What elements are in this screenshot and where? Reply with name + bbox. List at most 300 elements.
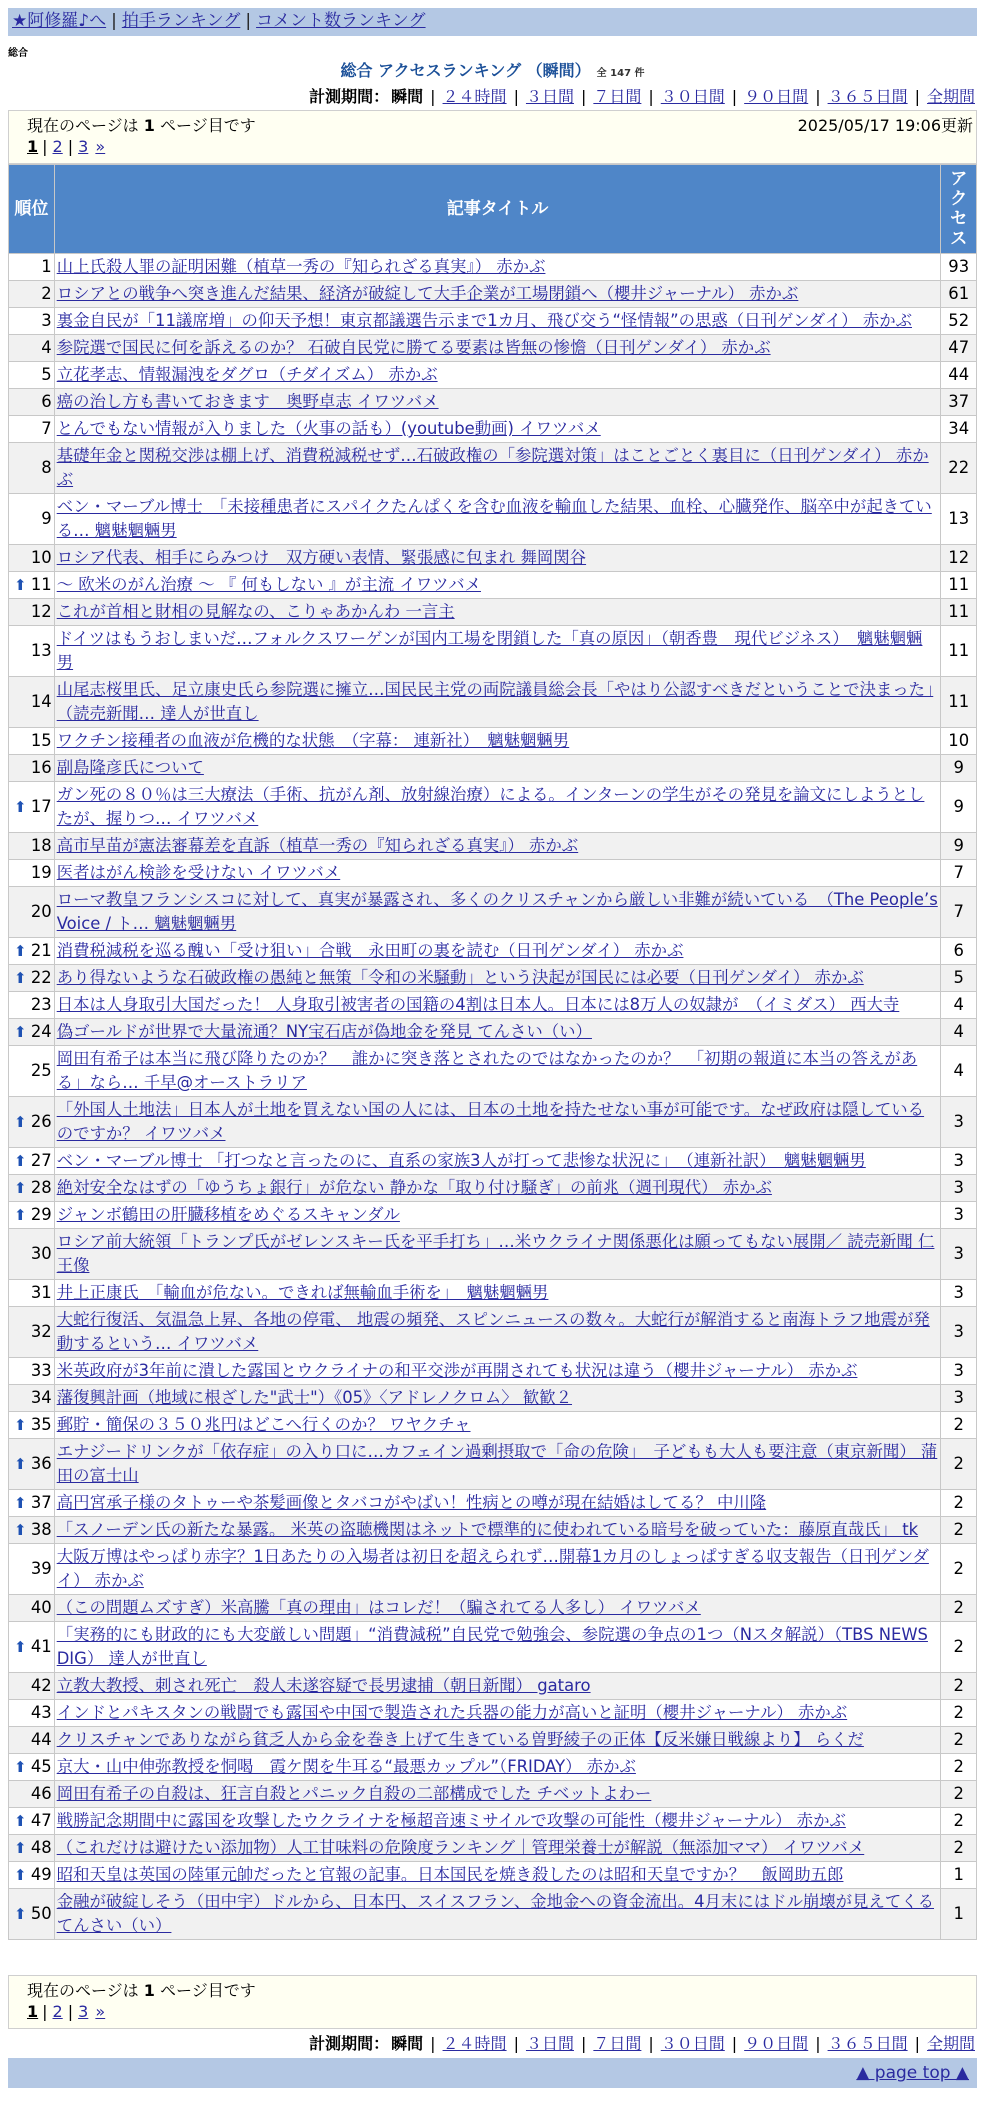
rank-cell: [9, 1517, 54, 1543]
rank-number: 15: [30, 731, 52, 750]
access-count: 2: [941, 1754, 976, 1780]
rank-cell: [9, 335, 54, 361]
access-count: 4: [941, 992, 976, 1018]
title-cell: [55, 1808, 941, 1834]
page-message: 現在のページは 1 ページ目です: [27, 116, 256, 135]
article-link[interactable]: 癌の治し方も書いておきます 奥野卓志 イワツバメ: [56, 392, 439, 411]
table-row: [9, 938, 976, 964]
title-cell: [55, 416, 941, 442]
title-cell: [55, 545, 941, 571]
table-row: [9, 281, 976, 307]
category-label: 総合: [8, 48, 28, 59]
period-separator: |: [815, 2034, 821, 2053]
period-separator: |: [914, 2034, 920, 2053]
table-row: [9, 1307, 976, 1357]
rank-cell: [9, 1385, 54, 1411]
rank-up-arrow-icon: ⬆: [14, 1113, 27, 1131]
page-current: 1: [27, 137, 39, 156]
rank-cell: [9, 362, 54, 388]
table-row: [9, 1490, 976, 1516]
article-link[interactable]: 井上正康氏 「輸血が危ない。できれば無輸血手術を」 魑魅魍魎男: [56, 1283, 549, 1302]
rank-cell: [9, 254, 54, 280]
title-cell: [55, 965, 941, 991]
rank-number: 30: [30, 1244, 52, 1263]
access-count: 2: [941, 1490, 976, 1516]
access-count: 10: [941, 728, 976, 754]
article-link[interactable]: ワクチン接種者の血液が危機的な状態 （字幕： 連新社） 魑魅魍魎男: [56, 731, 570, 750]
article-link[interactable]: 京大・山中伸弥教授を恫喝 霞ケ関を牛耳る“最悪カップル”（FRIDAY） 赤かぶ: [56, 1757, 636, 1776]
article-link[interactable]: 昭和天皇は英国の陸軍元帥だったと官報の記事。日本国民を焼き殺したのは昭和天皇ですか？ 飯岡助五郎: [56, 1865, 844, 1884]
table-row: [9, 335, 976, 361]
title-cell: [55, 572, 941, 598]
rank-number: 43: [30, 1703, 52, 1722]
article-link[interactable]: （これだけは避けたい添加物）人工甘味料の危険度ランキング｜管理栄養士が解説（無添加ママ） イワツバメ: [56, 1838, 865, 1857]
table-row: [9, 1175, 976, 1201]
rank-cell: [9, 599, 54, 625]
table-row: [9, 860, 976, 886]
period-link[interactable]: ３６５日間: [827, 87, 908, 106]
article-link[interactable]: 偽ゴールドが世界で大量流通？NY宝石店が偽地金を発見 てんさい（い）: [56, 1022, 592, 1041]
period-link[interactable]: ３０日間: [660, 87, 725, 106]
period-current: 瞬間: [391, 2034, 424, 2053]
table-row: [9, 1439, 976, 1489]
article-link[interactable]: 大阪万博はやっぱり赤字？1日あたりの入場者は初日を超えられず…開幕1カ月のしょっぱすぎる収支報告（日刊ゲンダイ） 赤かぶ: [56, 1547, 929, 1590]
article-link[interactable]: ガン死の８０％は三大療法（手術、抗がん剤、放射線治療）による。インターンの学生がその発見を論文にしようとしたが、握りつ… イワツバメ: [56, 785, 925, 828]
article-link[interactable]: 藩復興計画（地域に根ざした"武士"）《05》〈アドレノクロム〉 歓歓２: [56, 1388, 573, 1407]
rank-number: 2: [41, 284, 52, 303]
article-link[interactable]: 岡田有希子は本当に飛び降りたのか？ 誰かに突き落とされたのではなかったのか？ 「初期の報道に本当の答えがある」なら… 千早@オーストラリア: [56, 1049, 918, 1092]
rank-cell: [9, 1280, 54, 1306]
article-link[interactable]: 「実務的にも財政的にも大変厳しい問題」“消費減税”自民党で勉強会、参院選の争点の1つ（Nスタ解説）（TBS NEWS DIG） 達人が世直し: [56, 1625, 928, 1668]
rank-number: 23: [30, 995, 52, 1014]
rank-cell: [9, 1595, 54, 1621]
title-cell: [55, 887, 941, 937]
access-count: 11: [941, 572, 976, 598]
table-row: [9, 833, 976, 859]
article-link[interactable]: 戦勝記念期間中に露国を攻撃したウクライナを極超音速ミサイルで攻撃の可能性（櫻井ジャーナル） 赤かぶ: [56, 1811, 846, 1830]
article-link[interactable]: 参院選で国民に何を訴えるのか？ 石破自民党に勝てる要素は皆無の惨憺（日刊ゲンダイ） 赤かぶ: [56, 338, 771, 357]
rank-number: 27: [30, 1151, 52, 1170]
period-link[interactable]: ３日間: [525, 87, 574, 106]
access-count: 3: [941, 1097, 976, 1147]
title-cell: [55, 1097, 941, 1147]
title-cell: [55, 362, 941, 388]
period-link[interactable]: ７日間: [593, 87, 642, 106]
table-row: [9, 1727, 976, 1753]
rank-cell: [9, 1754, 54, 1780]
rank-number: 47: [30, 1811, 52, 1830]
title-cell: [55, 1517, 941, 1543]
access-count: 2: [941, 1544, 976, 1594]
table-row: [9, 755, 976, 781]
title-cell: [55, 1148, 941, 1174]
table-row: [9, 1673, 976, 1699]
rank-number: 32: [30, 1322, 52, 1341]
period-label: 計測期間：: [309, 2034, 390, 2053]
title-cell: [55, 677, 941, 727]
access-count: 3: [941, 1229, 976, 1279]
rank-number: 22: [30, 968, 52, 987]
access-count: 34: [941, 416, 976, 442]
rank-cell: [9, 755, 54, 781]
table-row: [9, 308, 976, 334]
article-link[interactable]: 「外国人土地法」日本人が土地を買えない国の人には、日本の土地を持たせない事が可能です。なぜ政府は隠しているのですか？ イワツバメ: [56, 1100, 925, 1143]
article-link[interactable]: ロシア代表、相手にらみつけ 双方硬い表情、緊張感に包まれ 舞岡関谷: [56, 548, 587, 567]
nav-link-comment-ranking[interactable]: コメント数ランキング: [256, 11, 426, 31]
title-cell: [55, 1835, 941, 1861]
table-row: [9, 965, 976, 991]
article-link[interactable]: 山上氏殺人罪の証明困難（植草一秀の『知られざる真実』） 赤かぶ: [56, 257, 546, 276]
title-cell: [55, 938, 941, 964]
rank-up-arrow-icon: ⬆: [14, 798, 27, 816]
period-link[interactable]: ２４時間: [442, 87, 507, 106]
title-cell: [55, 1595, 941, 1621]
period-selector-top: [309, 84, 977, 107]
table-row: [9, 728, 976, 754]
page-separator: |: [67, 2002, 74, 2021]
title-cell: [55, 281, 941, 307]
table-row: [9, 416, 976, 442]
page-link[interactable]: 3: [78, 137, 89, 156]
rank-cell: [9, 833, 54, 859]
title-cell: [55, 755, 941, 781]
article-link[interactable]: 大蛇行復活、気温急上昇、各地の停電、 地震の頻発、スピンニュースの数々。大蛇行が解消すると南海トラフ地震が発動するという… イワツバメ: [56, 1310, 930, 1353]
rank-cell: [9, 1439, 54, 1489]
access-count: 2: [941, 1673, 976, 1699]
period-separator: |: [580, 2034, 587, 2053]
pager-box-top: [8, 110, 977, 164]
rank-number: 48: [30, 1838, 52, 1857]
period-link[interactable]: ９０日間: [744, 2034, 809, 2053]
period-link[interactable]: ３０日間: [660, 2034, 725, 2053]
rank-up-arrow-icon: ⬆: [14, 1206, 27, 1224]
rank-number: 25: [30, 1061, 52, 1080]
article-link[interactable]: 郵貯・簡保の３５０兆円はどこへ行くのか？ ワヤクチャ: [56, 1415, 471, 1434]
access-count: 47: [941, 335, 976, 361]
pager-box-bottom: [8, 1975, 977, 2029]
rank-cell: [9, 572, 54, 598]
table-row: [9, 992, 976, 1018]
access-count: 3: [941, 1175, 976, 1201]
rank-number: 31: [30, 1283, 52, 1302]
access-count: 1: [941, 1862, 976, 1888]
access-count: 3: [941, 1307, 976, 1357]
rank-number: 44: [30, 1730, 52, 1749]
article-link[interactable]: 「スノーデン氏の新たな暴露。 米英の盗聴機関はネットで標準的に使われている暗号を破っていた：藤原直哉氏」 tk: [56, 1520, 919, 1539]
title-cell: [55, 1202, 941, 1228]
period-link[interactable]: 全期間: [926, 87, 975, 106]
access-count: 11: [941, 626, 976, 676]
period-separator: |: [914, 87, 920, 106]
period-link[interactable]: ３６５日間: [827, 2034, 908, 2053]
rank-up-arrow-icon: ⬆: [14, 942, 27, 960]
page-link[interactable]: 2: [52, 2002, 63, 2021]
title-cell: [55, 1229, 941, 1279]
article-link[interactable]: ベン・マーブル博士 「未接種患者にスパイクたんぱくを含む血液を輸血した結果、血栓、心臓発作、脳卒中が起きている… 魑魅魍魎男: [56, 497, 932, 540]
table-row: [9, 1862, 976, 1888]
article-link[interactable]: ドイツはもうおしまいだ…フォルクスワーゲンが国内工場を閉鎖した「真の原因」（朝香豊 現代ビジネス） 魑魅魍魎男: [56, 629, 923, 672]
rank-cell: [9, 1307, 54, 1357]
access-count: 2: [941, 1622, 976, 1672]
article-link[interactable]: 立教大教授、刺され死亡 殺人未遂容疑で長男逮捕（朝日新聞） gataro: [56, 1676, 591, 1695]
article-link[interactable]: 高円宮承子様のタトゥーや茶髪画像とタバコがやばい！性病との噂が現在結婚はしてる？ 中川隆: [56, 1493, 767, 1512]
rank-number: 28: [30, 1178, 52, 1197]
access-count: 4: [941, 1019, 976, 1045]
period-separator: |: [648, 2034, 654, 2053]
rank-up-arrow-icon: ⬆: [14, 1152, 27, 1170]
access-count: 3: [941, 1358, 976, 1384]
page-separator: |: [67, 137, 74, 156]
access-count: 2: [941, 1727, 976, 1753]
access-count: 9: [941, 833, 976, 859]
table-row: [9, 1229, 976, 1279]
rank-up-arrow-icon: ⬆: [14, 1905, 27, 1923]
period-link[interactable]: ７日間: [593, 2034, 642, 2053]
title-cell: [55, 1490, 941, 1516]
article-link[interactable]: これが首相と財相の見解なの、こりゃあかんわ 一言主: [56, 602, 455, 621]
period-separator: |: [513, 2034, 519, 2053]
period-separator: |: [731, 87, 738, 106]
page-link[interactable]: 3: [78, 2002, 89, 2021]
access-count: 93: [941, 254, 976, 280]
rank-cell: [9, 545, 54, 571]
rank-number: 9: [41, 509, 52, 528]
access-count: 22: [941, 443, 976, 493]
footer-bar: [8, 2058, 977, 2088]
rank-cell: [9, 1019, 54, 1045]
rank-cell: [9, 1835, 54, 1861]
rank-cell: [9, 416, 54, 442]
article-link[interactable]: ロシアとの戦争へ突き進んだ結果、経済が破綻して大手企業が工場閉鎖へ（櫻井ジャーナル） 赤かぶ: [56, 284, 799, 303]
table-row: [9, 389, 976, 415]
rank-cell: [9, 1622, 54, 1672]
rank-number: 50: [30, 1904, 52, 1923]
rank-number: 46: [30, 1784, 52, 1803]
rank-number: 13: [30, 641, 52, 660]
article-link[interactable]: 金融が破綻しそう（田中宇）ドルから、日本円、スイスフラン、金地金への資金流出。4月末にはドル崩壊が見えてくる てんさい（い）: [56, 1892, 935, 1935]
title-cell: [55, 833, 941, 859]
article-link[interactable]: エナジードリンクが「依存症」の入り口に…カフェイン過剰摂取で「命の危険」 子どもも大人も要注意（東京新聞） 蒲田の富士山: [56, 1442, 938, 1485]
rank-number: 3: [41, 311, 52, 330]
article-link[interactable]: ジャンボ鶴田の肝臓移植をめぐるスキャンダル: [56, 1205, 400, 1224]
table-row: [9, 782, 976, 832]
article-count: 全 147 件: [596, 68, 645, 79]
article-link[interactable]: 高市早苗が憲法審幕差を直訴（植草一秀の『知られざる真実』） 赤かぶ: [56, 836, 579, 855]
article-link[interactable]: （この問題ムズすぎ）米高騰「真の理由」はコレだ！（騙されてる人多し） イワツバメ: [56, 1598, 701, 1617]
title-cell: [55, 1358, 941, 1384]
article-link[interactable]: 山尾志桜里氏、足立康史氏ら参院選に擁立…国民民主党の両院議員総会長「やはり公認すべきだということで決まった」（読売新聞… 達人が世直し: [56, 680, 934, 723]
ranking-table: [8, 164, 977, 1940]
nav-separator: |: [245, 11, 252, 31]
rank-number: 11: [30, 575, 52, 594]
header-rank: 順位: [9, 165, 54, 253]
title-cell: [55, 308, 941, 334]
access-count: 5: [941, 965, 976, 991]
access-count: 2: [941, 1700, 976, 1726]
nav-link-asyura-home[interactable]: ★阿修羅♪へ: [12, 11, 107, 31]
article-link[interactable]: とんでもない情報が入りました（火事の話も）(youtube動画) イワツバメ: [56, 419, 601, 438]
rank-number: 40: [30, 1598, 52, 1617]
rank-up-arrow-icon: ⬆: [14, 1416, 27, 1434]
article-link[interactable]: 消費税減税を巡る醜い「受け狙い」合戦 永田町の裏を読む（日刊ゲンダイ） 赤かぶ: [56, 941, 684, 960]
article-link[interactable]: あり得ないような石破政権の愚純と無策「令和の米騒動」という決起が国民には必要（日刊ゲンダイ） 赤かぶ: [56, 968, 864, 987]
table-row: [9, 1700, 976, 1726]
rank-cell: [9, 677, 54, 727]
updated-timestamp: 2025/05/17 19:06更新: [797, 116, 973, 135]
article-link[interactable]: ベン・マーブル博士 「打つなと言ったのに、直系の家族3人が打って悲惨な状況に」 （連新社訳） 魑魅魍魎男: [56, 1151, 866, 1170]
page-top-link[interactable]: ▲ page top ▲: [856, 2063, 969, 2083]
title-cell: [55, 1307, 941, 1357]
table-row: [9, 677, 976, 727]
access-count: 2: [941, 1808, 976, 1834]
period-current: 瞬間: [391, 87, 424, 106]
rank-number: 17: [30, 797, 52, 816]
table-row: [9, 1202, 976, 1228]
title-cell: [55, 1175, 941, 1201]
page-separator: |: [42, 137, 48, 156]
rank-number: 7: [41, 419, 52, 438]
rank-cell: [9, 1097, 54, 1147]
rank-cell: [9, 1046, 54, 1096]
article-link[interactable]: 〜 欧米のがん治療 〜 『 何もしない 』が主流 イワツバメ: [56, 575, 481, 594]
table-row: [9, 1412, 976, 1438]
table-row: [9, 1835, 976, 1861]
page-next-link[interactable]: »: [95, 137, 106, 156]
period-link[interactable]: ３日間: [525, 2034, 574, 2053]
article-link[interactable]: 副島隆彦氏について: [56, 758, 204, 777]
rank-cell: [9, 1358, 54, 1384]
access-count: 3: [941, 1280, 976, 1306]
rank-number: 1: [41, 257, 52, 276]
access-count: 4: [941, 1046, 976, 1096]
rank-cell: [9, 992, 54, 1018]
rank-cell: [9, 938, 54, 964]
rank-number: 33: [30, 1361, 52, 1380]
access-count: 7: [941, 887, 976, 937]
title-cell: [55, 599, 941, 625]
title-cell: [55, 1754, 941, 1780]
title-cell: [55, 1019, 941, 1045]
ranking-title-block: [0, 58, 985, 81]
rank-number: 16: [30, 758, 52, 777]
page-link[interactable]: 2: [52, 137, 63, 156]
rank-cell: [9, 494, 54, 544]
pagination-bottom: [27, 2002, 106, 2021]
rank-number: 26: [30, 1112, 52, 1131]
article-link[interactable]: 基礎年金と関税交渉は棚上げ、消費税減税せず…石破政権の「参院選対策」はことごとく裏目に（日刊ゲンダイ） 赤かぶ: [56, 446, 929, 489]
rank-up-arrow-icon: ⬆: [14, 1455, 27, 1473]
rank-cell: [9, 782, 54, 832]
title-cell: [55, 1439, 941, 1489]
article-link[interactable]: ロシア前大統領「トランプ氏がゼレンスキー氏を平手打ち」…米ウクライナ関係悪化は願ってもない展開／ 読売新聞 仁王像: [56, 1232, 935, 1275]
rank-cell: [9, 860, 54, 886]
table-row: [9, 599, 976, 625]
table-row: [9, 545, 976, 571]
rank-cell: [9, 1700, 54, 1726]
period-link[interactable]: 全期間: [926, 2034, 975, 2053]
rank-cell: [9, 1148, 54, 1174]
rank-cell: [9, 1781, 54, 1807]
table-row: [9, 1046, 976, 1096]
article-link[interactable]: 米英政府が3年前に潰した露国とウクライナの和平交渉が再開されても状況は違う（櫻井ジャーナル） 赤かぶ: [56, 1361, 858, 1380]
title-cell: [55, 1889, 941, 1939]
article-link[interactable]: 絶対安全なはずの「ゆうちょ銀行」が危ない 静かな「取り付け騒ぎ」の前兆（週刊現代） 赤かぶ: [56, 1178, 772, 1197]
rank-number: 42: [30, 1676, 52, 1695]
article-link[interactable]: 医者はがん検診を受けない イワツバメ: [56, 863, 341, 882]
rank-cell: [9, 1862, 54, 1888]
rank-cell: [9, 1229, 54, 1279]
article-link[interactable]: インドとパキスタンの戦闘でも露国や中国で製造された兵器の能力が高いと証明（櫻井ジャーナル） 赤かぶ: [56, 1703, 848, 1722]
rank-number: 35: [30, 1415, 52, 1434]
article-link[interactable]: クリスチャンでありながら貧乏人から金を巻き上げて生きている曽野綾子の正体【反米嫌日戦線より】 らくだ: [56, 1730, 864, 1749]
rank-up-arrow-icon: ⬆: [14, 1638, 27, 1656]
table-row: [9, 1358, 976, 1384]
title-cell: [55, 494, 941, 544]
article-link[interactable]: 日本は人身取引大国だった！ 人身取引被害者の国籍の4割は日本人。日本には8万人の奴隷が （イミダス） 西大寺: [56, 995, 900, 1014]
table-row: [9, 1595, 976, 1621]
access-count: 11: [941, 677, 976, 727]
rank-number: 45: [30, 1757, 52, 1776]
title-cell: [55, 860, 941, 886]
article-link[interactable]: ローマ教皇フランシスコに対して、真実が暴露され、多くのクリスチャンから厳しい非難が続いている （The People’s Voice / ト… 魑魅魍魎男: [56, 890, 938, 933]
title-cell: [55, 1862, 941, 1888]
period-link[interactable]: ９０日間: [744, 87, 809, 106]
rank-cell: [9, 1808, 54, 1834]
rank-number: 38: [30, 1520, 52, 1539]
page-next-link[interactable]: »: [95, 2002, 106, 2021]
rank-up-arrow-icon: ⬆: [14, 1839, 27, 1857]
access-count: 9: [941, 755, 976, 781]
rank-cell: [9, 1175, 54, 1201]
period-separator: |: [580, 87, 587, 106]
rank-number: 37: [30, 1493, 52, 1512]
nav-link-clap-ranking[interactable]: 拍手ランキング: [121, 11, 241, 31]
rank-cell: [9, 1727, 54, 1753]
title-cell: [55, 1622, 941, 1672]
rank-number: 34: [30, 1388, 52, 1407]
rank-number: 12: [30, 602, 52, 621]
rank-up-arrow-icon: ⬆: [14, 1023, 27, 1041]
rank-number: 39: [30, 1559, 52, 1578]
rank-number: 49: [30, 1865, 52, 1884]
access-count: 9: [941, 782, 976, 832]
access-count: 37: [941, 389, 976, 415]
article-link[interactable]: 立花孝志、情報漏洩をダグロ（チダイズム） 赤かぶ: [56, 365, 438, 384]
article-link[interactable]: 裏金自民が「11議席増」の仰天予想！東京都議選告示まで1カ月、飛び交う“怪情報”の思惑（日刊ゲンダイ） 赤かぶ: [56, 311, 912, 330]
rank-number: 29: [30, 1205, 52, 1224]
access-count: 2: [941, 1835, 976, 1861]
page-separator: |: [42, 2002, 48, 2021]
rank-up-arrow-icon: ⬆: [14, 1812, 27, 1830]
rank-number: 8: [41, 458, 52, 477]
article-link[interactable]: 岡田有希子の自殺は、狂言自殺とパニック自殺の二部構成でした チベットよわー: [56, 1784, 652, 1803]
access-count: 1: [941, 1889, 976, 1939]
title-cell: [55, 1544, 941, 1594]
nav-separator: |: [111, 11, 117, 31]
title-cell: [55, 389, 941, 415]
period-link[interactable]: ２４時間: [442, 2034, 507, 2053]
rank-number: 18: [30, 836, 52, 855]
rank-up-arrow-icon: ⬆: [14, 576, 27, 594]
table-row: [9, 362, 976, 388]
rank-cell: [9, 1412, 54, 1438]
rank-cell: [9, 1544, 54, 1594]
rank-cell: [9, 626, 54, 676]
title-cell: [55, 728, 941, 754]
table-row: [9, 1148, 976, 1174]
access-count: 61: [941, 281, 976, 307]
access-count: 2: [941, 1517, 976, 1543]
